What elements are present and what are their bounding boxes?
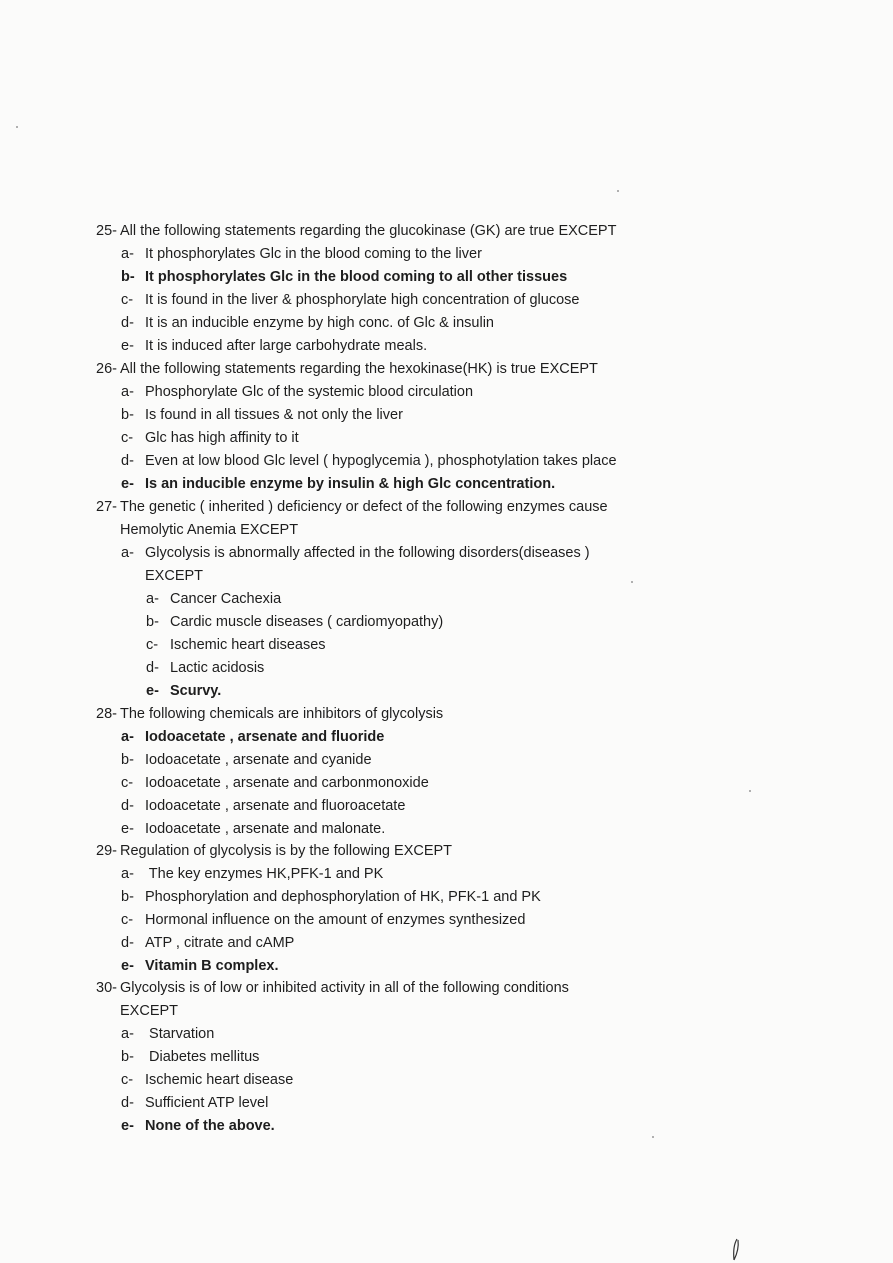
- option-letter: e-: [121, 958, 134, 974]
- option-letter: b-: [121, 407, 134, 423]
- option-28-c: [121, 775, 429, 792]
- option-letter: e-: [146, 683, 159, 699]
- question-27: [96, 499, 608, 516]
- option-text: It is an inducible enzyme by high conc. of Glc & insulin: [145, 315, 494, 331]
- option-text: The key enzymes HK,PFK-1 and PK: [145, 866, 384, 882]
- option-letter: a-: [121, 729, 134, 745]
- question-number: 29-: [96, 843, 117, 859]
- option-letter: d-: [121, 935, 134, 951]
- option-text: Lactic acidosis: [170, 660, 265, 676]
- option-text: Iodoacetate , arsenate and carbonmonoxide: [145, 775, 429, 791]
- option-text: Is an inducible enzyme by insulin & high Glc concentration.: [145, 476, 556, 492]
- option-letter: a-: [146, 591, 159, 607]
- sub-option-c: [146, 637, 326, 654]
- question-stem: All the following statements regarding the glucokinase (GK) are true EXCEPT: [120, 223, 617, 239]
- scan-speck: [631, 581, 633, 583]
- option-30-a: [121, 1026, 214, 1043]
- option-text: Hormonal influence on the amount of enzymes synthesized: [145, 912, 526, 928]
- option-29-a: [121, 866, 383, 883]
- option-text: Sufficient ATP level: [145, 1095, 269, 1111]
- scan-speck: [749, 790, 751, 792]
- question-25: [96, 223, 616, 240]
- option-29-c: [121, 912, 525, 929]
- option-letter: b-: [121, 752, 134, 768]
- option-text: Phosphorylation and dephosphorylation of HK, PFK-1 and PK: [145, 889, 541, 905]
- option-letter: a-: [121, 866, 134, 882]
- question-stem: The genetic ( inherited ) deficiency or defect of the following enzymes cause: [120, 499, 608, 515]
- scan-speck: [16, 126, 18, 128]
- option-letter: a-: [121, 545, 134, 561]
- option-letter: b-: [121, 269, 135, 285]
- question-26: [96, 361, 598, 378]
- option-letter: e-: [121, 1118, 134, 1134]
- option-text: It phosphorylates Glc in the blood coming to all other tissues: [145, 269, 568, 285]
- option-letter: a-: [121, 384, 134, 400]
- option-29-e: [121, 958, 279, 975]
- option-letter: c-: [121, 292, 134, 308]
- question-30-stem-cont: EXCEPT: [120, 1003, 179, 1019]
- question-stem: Regulation of glycolysis is by the following EXCEPT: [120, 843, 453, 859]
- option-text: Is found in all tissues & not only the liver: [145, 407, 403, 423]
- option-text: Starvation: [145, 1026, 215, 1042]
- option-text: Glc has high affinity to it: [145, 430, 299, 446]
- sub-option-e: [146, 683, 221, 700]
- option-27-a-cont: EXCEPT: [145, 568, 204, 584]
- option-text: Glycolysis is abnormally affected in the following disorders(diseases ): [145, 545, 590, 561]
- option-26-d: [121, 453, 617, 470]
- option-28-d: [121, 798, 405, 815]
- option-letter: d-: [121, 798, 134, 814]
- option-28-e: [121, 821, 385, 838]
- option-text: Ischemic heart diseases: [170, 637, 326, 653]
- question-29: [96, 843, 452, 860]
- question-number: 26-: [96, 361, 117, 377]
- option-26-e: [121, 476, 555, 493]
- handwritten-mark-icon: [731, 1238, 741, 1262]
- option-text: Iodoacetate , arsenate and cyanide: [145, 752, 372, 768]
- scan-speck: [617, 190, 619, 192]
- question-30: [96, 980, 569, 997]
- question-stem: The following chemicals are inhibitors of glycolysis: [120, 706, 444, 722]
- option-text: Even at low blood Glc level ( hypoglycemia ), phosphotylation takes place: [145, 453, 617, 469]
- option-26-c: [121, 430, 299, 447]
- option-text: Ischemic heart disease: [145, 1072, 294, 1088]
- option-letter: e-: [121, 476, 134, 492]
- option-letter: e-: [121, 338, 134, 354]
- option-text: Phosphorylate Glc of the systemic blood circulation: [145, 384, 474, 400]
- option-26-b: [121, 407, 403, 424]
- option-text: Iodoacetate , arsenate and fluoroacetate: [145, 798, 406, 814]
- question-number: 27-: [96, 499, 117, 515]
- option-letter: c-: [121, 430, 134, 446]
- option-30-b: [121, 1049, 259, 1066]
- option-28-a: [121, 729, 384, 746]
- option-30-d: [121, 1095, 268, 1112]
- option-letter: b-: [121, 1049, 134, 1065]
- option-29-d: [121, 935, 294, 952]
- option-25-d: [121, 315, 494, 332]
- option-text: It is found in the liver & phosphorylate high concentration of glucose: [145, 292, 580, 308]
- option-letter: a-: [121, 246, 134, 262]
- option-25-a: [121, 246, 482, 263]
- option-text: It phosphorylates Glc in the blood coming to the liver: [145, 246, 482, 262]
- option-letter: e-: [121, 821, 134, 837]
- option-text: It is induced after large carbohydrate meals.: [145, 338, 428, 354]
- sub-option-d: [146, 660, 264, 677]
- question-stem: All the following statements regarding the hexokinase(HK) is true EXCEPT: [120, 361, 598, 377]
- question-number: 28-: [96, 706, 117, 722]
- question-number: 25-: [96, 223, 117, 239]
- option-30-c: [121, 1072, 293, 1089]
- option-letter: d-: [146, 660, 159, 676]
- option-text: Scurvy.: [170, 683, 222, 699]
- question-27-stem-cont: Hemolytic Anemia EXCEPT: [120, 522, 299, 538]
- option-text: Vitamin B complex.: [145, 958, 279, 974]
- option-27-a: [121, 545, 590, 562]
- option-letter: b-: [121, 889, 134, 905]
- option-text: ATP , citrate and cAMP: [145, 935, 295, 951]
- option-25-b: [121, 269, 567, 286]
- option-letter: d-: [121, 315, 134, 331]
- option-29-b: [121, 889, 541, 906]
- option-text: Iodoacetate , arsenate and malonate.: [145, 821, 386, 837]
- option-text: Diabetes mellitus: [145, 1049, 260, 1065]
- option-text: Cancer Cachexia: [170, 591, 282, 607]
- sub-option-b: [146, 614, 443, 631]
- question-number: 30-: [96, 980, 117, 996]
- option-text: None of the above.: [145, 1118, 275, 1134]
- option-letter: a-: [121, 1026, 134, 1042]
- sub-option-a: [146, 591, 281, 608]
- option-text: Iodoacetate , arsenate and fluoride: [145, 729, 385, 745]
- question-stem: Glycolysis is of low or inhibited activity in all of the following conditions: [120, 980, 569, 996]
- option-letter: c-: [121, 912, 134, 928]
- option-letter: c-: [146, 637, 159, 653]
- option-25-c: [121, 292, 579, 309]
- scan-speck: [652, 1136, 654, 1138]
- option-letter: d-: [121, 1095, 134, 1111]
- option-25-e: [121, 338, 427, 355]
- option-30-e: [121, 1118, 275, 1135]
- option-28-b: [121, 752, 372, 769]
- option-letter: d-: [121, 453, 134, 469]
- option-letter: c-: [121, 775, 134, 791]
- option-26-a: [121, 384, 473, 401]
- question-28: [96, 706, 443, 723]
- option-text: Cardic muscle diseases ( cardiomyopathy): [170, 614, 444, 630]
- option-letter: b-: [146, 614, 159, 630]
- option-letter: c-: [121, 1072, 134, 1088]
